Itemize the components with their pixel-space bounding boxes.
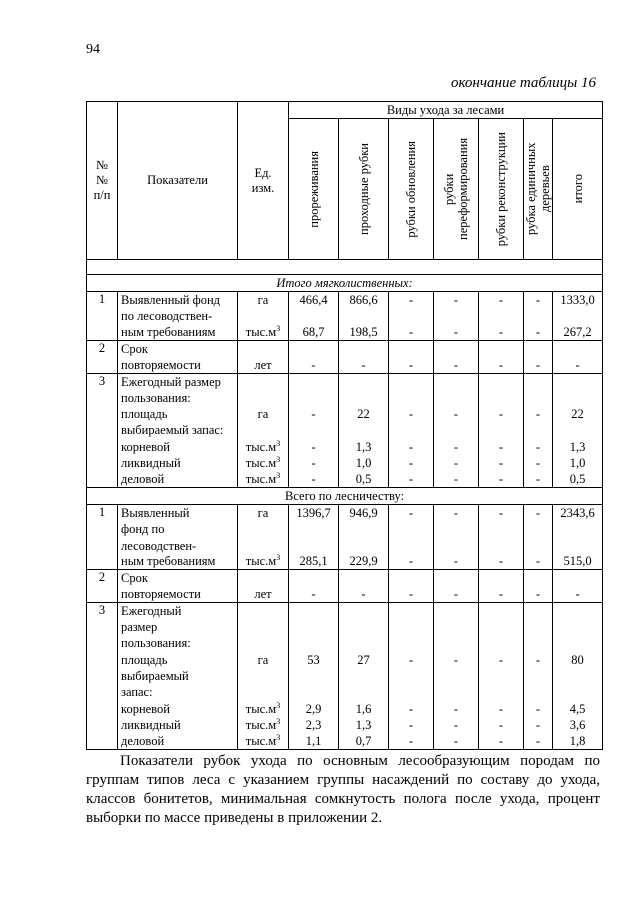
row-value: -	[434, 700, 479, 716]
row-value	[434, 308, 479, 324]
row-value	[389, 668, 434, 684]
row-value: 4,5	[553, 700, 603, 716]
row-value: -	[389, 471, 434, 487]
table-row	[87, 422, 603, 438]
row-value	[553, 341, 603, 357]
row-value	[289, 602, 339, 618]
row-value: -	[524, 438, 553, 454]
row-value	[479, 619, 524, 635]
row-value: -	[434, 455, 479, 471]
row-unit	[238, 537, 289, 553]
table-row	[87, 733, 603, 749]
row-value	[389, 521, 434, 537]
row-value	[553, 308, 603, 324]
table-row	[87, 700, 603, 716]
row-value	[289, 341, 339, 357]
row-indicator: Срок	[118, 341, 238, 357]
row-value: -	[389, 717, 434, 733]
row-value: -	[289, 357, 339, 373]
row-value: 1,3	[339, 438, 389, 454]
row-value	[553, 619, 603, 635]
table-row	[87, 602, 603, 618]
header-col-thinning: прореживания	[289, 119, 339, 260]
row-value	[389, 341, 434, 357]
row-value	[339, 570, 389, 586]
row-value	[553, 537, 603, 553]
row-value: -	[434, 505, 479, 521]
row-value: 229,9	[339, 554, 389, 570]
row-value: 2,3	[289, 717, 339, 733]
row-indicator: лесоводствен-	[118, 537, 238, 553]
row-value: -	[434, 406, 479, 422]
table-row	[87, 651, 603, 667]
row-value: -	[389, 438, 434, 454]
row-unit: $тыс.м^3$	[238, 700, 289, 716]
row-value	[524, 341, 553, 357]
row-value: -	[479, 733, 524, 749]
row-value	[289, 570, 339, 586]
row-unit	[238, 373, 289, 389]
row-value: -	[434, 651, 479, 667]
row-unit	[238, 602, 289, 618]
row-value	[289, 668, 339, 684]
row-value: 1,0	[553, 455, 603, 471]
row-number: 1	[87, 505, 118, 570]
header-indicator: Показатели	[118, 102, 238, 260]
row-value: 2343,6	[553, 505, 603, 521]
row-value	[524, 521, 553, 537]
row-value	[479, 308, 524, 324]
row-value	[434, 390, 479, 406]
row-value	[389, 570, 434, 586]
row-value: -	[524, 554, 553, 570]
row-value: -	[479, 700, 524, 716]
row-value	[524, 390, 553, 406]
row-value: 1,3	[339, 717, 389, 733]
row-value	[434, 521, 479, 537]
row-indicator: пользования:	[118, 635, 238, 651]
table-continuation-caption: окончание таблицы 16	[450, 75, 596, 91]
row-value	[479, 373, 524, 389]
row-number: 3	[87, 602, 118, 749]
row-value	[289, 537, 339, 553]
row-value: -	[389, 455, 434, 471]
table-row	[87, 471, 603, 487]
row-unit	[238, 308, 289, 324]
row-unit: $тыс.м^3$	[238, 455, 289, 471]
row-value: -	[479, 438, 524, 454]
row-value: -	[389, 357, 434, 373]
table-row	[87, 586, 603, 602]
row-value	[339, 390, 389, 406]
header-num: № № п/п	[87, 102, 118, 260]
row-value: -	[524, 700, 553, 716]
header-unit: Ед. изм.	[238, 102, 289, 260]
row-indicator: площадь	[118, 406, 238, 422]
row-value	[524, 635, 553, 651]
row-value: 1,6	[339, 700, 389, 716]
row-value: -	[339, 357, 389, 373]
row-value	[434, 373, 479, 389]
row-value: 53	[289, 651, 339, 667]
row-value: 0,5	[339, 471, 389, 487]
row-unit	[238, 390, 289, 406]
row-value	[553, 684, 603, 700]
row-value: -	[434, 471, 479, 487]
row-value	[289, 390, 339, 406]
row-unit	[238, 422, 289, 438]
row-value: -	[479, 505, 524, 521]
row-value	[479, 390, 524, 406]
row-value	[524, 684, 553, 700]
row-value: -	[389, 406, 434, 422]
row-value: -	[553, 357, 603, 373]
row-indicator: запас:	[118, 684, 238, 700]
row-value	[479, 341, 524, 357]
row-indicator: выбираемый запас:	[118, 422, 238, 438]
row-unit: га	[238, 406, 289, 422]
row-value	[524, 537, 553, 553]
row-value	[434, 619, 479, 635]
row-indicator: размер	[118, 619, 238, 635]
row-value: -	[434, 554, 479, 570]
row-indicator: площадь	[118, 651, 238, 667]
row-value: -	[524, 586, 553, 602]
row-value: -	[524, 324, 553, 340]
table-row	[87, 537, 603, 553]
table-row	[87, 292, 603, 308]
row-value: -	[389, 651, 434, 667]
table-row	[87, 341, 603, 357]
row-value	[339, 684, 389, 700]
row-value: -	[479, 292, 524, 308]
row-value: -	[479, 651, 524, 667]
row-value	[289, 635, 339, 651]
row-unit	[238, 619, 289, 635]
row-value: -	[524, 717, 553, 733]
row-unit	[238, 684, 289, 700]
row-indicator: пользования:	[118, 390, 238, 406]
table-row	[87, 717, 603, 733]
row-value: 3,6	[553, 717, 603, 733]
forest-care-table	[86, 101, 603, 750]
row-value: 80	[553, 651, 603, 667]
row-value	[553, 602, 603, 618]
row-value	[389, 373, 434, 389]
row-value: -	[479, 455, 524, 471]
row-value: 866,6	[339, 292, 389, 308]
row-number: 2	[87, 570, 118, 603]
row-value: -	[289, 438, 339, 454]
row-value: -	[524, 455, 553, 471]
row-value	[289, 308, 339, 324]
row-value: 22	[553, 406, 603, 422]
row-value	[434, 341, 479, 357]
row-indicator: корневой	[118, 700, 238, 716]
row-unit	[238, 521, 289, 537]
row-unit: лет	[238, 357, 289, 373]
row-number: 1	[87, 292, 118, 341]
row-value: -	[389, 700, 434, 716]
row-value	[389, 619, 434, 635]
row-value	[553, 635, 603, 651]
row-value	[339, 537, 389, 553]
header-col-reformation-cut: рубки переформирования	[434, 119, 479, 260]
row-value: -	[479, 554, 524, 570]
header-col-reconstruction-cut: рубки реконструкции	[479, 119, 524, 260]
row-value	[389, 602, 434, 618]
row-value	[479, 684, 524, 700]
row-value	[434, 668, 479, 684]
row-indicator: ным требованиям	[118, 324, 238, 340]
row-value: -	[389, 292, 434, 308]
row-indicator: ликвидный	[118, 717, 238, 733]
table-row	[87, 357, 603, 373]
row-value: -	[524, 651, 553, 667]
row-value: 1396,7	[289, 505, 339, 521]
row-value	[553, 373, 603, 389]
header-group: Виды ухода за лесами	[289, 102, 603, 119]
table-row	[87, 570, 603, 586]
row-value: -	[389, 505, 434, 521]
section-title: Всего по лесничеству:	[87, 487, 603, 504]
row-value: -	[479, 717, 524, 733]
row-value: -	[434, 733, 479, 749]
row-value	[524, 570, 553, 586]
table-row	[87, 505, 603, 521]
table-row	[87, 668, 603, 684]
row-value	[339, 341, 389, 357]
row-value: -	[389, 733, 434, 749]
row-value: 466,4	[289, 292, 339, 308]
row-value	[289, 521, 339, 537]
row-value	[479, 537, 524, 553]
row-value: 2,9	[289, 700, 339, 716]
row-value: 946,9	[339, 505, 389, 521]
page-number: 94	[86, 42, 100, 57]
table-row	[87, 684, 603, 700]
table-row	[87, 521, 603, 537]
row-unit	[238, 570, 289, 586]
row-value	[339, 422, 389, 438]
row-value: 285,1	[289, 554, 339, 570]
row-value: -	[524, 292, 553, 308]
row-value	[479, 521, 524, 537]
row-indicator: выбираемый	[118, 668, 238, 684]
row-value: 1333,0	[553, 292, 603, 308]
section-title-row	[87, 487, 603, 504]
row-value	[339, 602, 389, 618]
header-spacer-row	[87, 260, 603, 275]
row-value: 1,3	[553, 438, 603, 454]
row-value: -	[479, 471, 524, 487]
row-value	[289, 619, 339, 635]
row-indicator: Срок	[118, 570, 238, 586]
row-unit: га	[238, 505, 289, 521]
row-value: -	[389, 586, 434, 602]
header-col-total: итого	[553, 119, 603, 260]
header-col-single-tree-cut: рубка единичных деревьев	[524, 119, 553, 260]
header-col-passing-cut: проходные рубки	[339, 119, 389, 260]
row-value: -	[524, 406, 553, 422]
table-row	[87, 635, 603, 651]
row-value: -	[479, 324, 524, 340]
row-indicator: Выявленный фонд	[118, 292, 238, 308]
row-value	[434, 537, 479, 553]
row-value	[389, 422, 434, 438]
table-row	[87, 406, 603, 422]
row-value	[553, 521, 603, 537]
row-value: -	[479, 357, 524, 373]
row-value	[289, 373, 339, 389]
row-indicator: повторяемости	[118, 357, 238, 373]
row-value: -	[524, 471, 553, 487]
row-value	[339, 635, 389, 651]
table-row	[87, 619, 603, 635]
row-indicator: деловой	[118, 471, 238, 487]
row-unit: лет	[238, 586, 289, 602]
row-value	[434, 635, 479, 651]
row-value: 1,8	[553, 733, 603, 749]
row-value: -	[524, 733, 553, 749]
row-unit: $тыс.м^3$	[238, 733, 289, 749]
row-value: -	[339, 586, 389, 602]
table-row	[87, 324, 603, 340]
row-value: -	[434, 324, 479, 340]
row-unit	[238, 668, 289, 684]
row-value: 27	[339, 651, 389, 667]
table-body	[87, 275, 603, 750]
row-value	[389, 684, 434, 700]
row-value	[479, 570, 524, 586]
row-value	[524, 422, 553, 438]
row-value: -	[434, 586, 479, 602]
row-value	[524, 602, 553, 618]
row-value: -	[553, 586, 603, 602]
row-number: 2	[87, 341, 118, 374]
row-value: -	[389, 324, 434, 340]
row-unit: $тыс.м^3$	[238, 554, 289, 570]
row-value	[389, 308, 434, 324]
table-row	[87, 455, 603, 471]
row-value: -	[289, 586, 339, 602]
row-unit	[238, 341, 289, 357]
row-value	[289, 422, 339, 438]
row-value	[434, 422, 479, 438]
row-indicator: Ежегодный размер	[118, 373, 238, 389]
table-row	[87, 438, 603, 454]
row-value	[479, 635, 524, 651]
row-value	[339, 308, 389, 324]
row-value: 0,5	[553, 471, 603, 487]
table-row	[87, 554, 603, 570]
table-row	[87, 373, 603, 389]
row-value	[524, 308, 553, 324]
row-value: -	[389, 554, 434, 570]
row-value	[339, 521, 389, 537]
row-value	[339, 619, 389, 635]
row-indicator: фонд по	[118, 521, 238, 537]
row-value: 515,0	[553, 554, 603, 570]
row-value: -	[289, 406, 339, 422]
row-indicator: Выявленный	[118, 505, 238, 521]
row-indicator: корневой	[118, 438, 238, 454]
row-value: -	[434, 357, 479, 373]
row-value: 22	[339, 406, 389, 422]
row-value	[524, 668, 553, 684]
row-unit: $тыс.м^3$	[238, 471, 289, 487]
row-value	[553, 390, 603, 406]
header-col-renewal-cut: рубки обновления	[389, 119, 434, 260]
row-indicator: ликвидный	[118, 455, 238, 471]
row-value: -	[479, 406, 524, 422]
row-value	[479, 602, 524, 618]
table-row	[87, 390, 603, 406]
row-value	[479, 668, 524, 684]
row-value: -	[524, 505, 553, 521]
row-value	[524, 373, 553, 389]
row-value: 0,7	[339, 733, 389, 749]
row-unit: га	[238, 292, 289, 308]
row-indicator: ным требованиям	[118, 554, 238, 570]
row-indicator: повторяемости	[118, 586, 238, 602]
row-value	[434, 570, 479, 586]
row-value: -	[289, 455, 339, 471]
row-value: 1,0	[339, 455, 389, 471]
row-indicator: деловой	[118, 733, 238, 749]
row-value	[339, 373, 389, 389]
row-value	[289, 684, 339, 700]
row-value	[479, 422, 524, 438]
footer-paragraph: Показатели рубок ухода по основным лесообразующим породам по группам типов леса с указанием группы насаждений по составу до ухода, классов бонитетов, минимальная сомкнутость полога после ухода, процент выборки по массе приведены в приложении 2.	[86, 753, 600, 826]
row-value: -	[289, 471, 339, 487]
row-value	[339, 668, 389, 684]
row-value: -	[434, 292, 479, 308]
row-unit	[238, 635, 289, 651]
row-indicator: Ежегодный	[118, 602, 238, 618]
row-value: 198,5	[339, 324, 389, 340]
row-number: 3	[87, 373, 118, 487]
table-row	[87, 308, 603, 324]
row-value	[434, 602, 479, 618]
row-value	[553, 570, 603, 586]
row-value: 68,7	[289, 324, 339, 340]
row-value	[389, 537, 434, 553]
row-value	[389, 635, 434, 651]
row-value: 267,2	[553, 324, 603, 340]
row-value	[389, 390, 434, 406]
row-value: -	[434, 438, 479, 454]
row-value: -	[479, 586, 524, 602]
section-title: Итого мягколиственных:	[87, 275, 603, 292]
row-value	[524, 619, 553, 635]
row-value: -	[434, 717, 479, 733]
row-unit: га	[238, 651, 289, 667]
row-unit: $тыс.м^3$	[238, 438, 289, 454]
section-title-row	[87, 275, 603, 292]
row-indicator: по лесоводствен-	[118, 308, 238, 324]
row-unit: $тыс.м^3$	[238, 324, 289, 340]
row-value	[553, 668, 603, 684]
row-value: -	[524, 357, 553, 373]
row-value	[434, 684, 479, 700]
row-value: 1,1	[289, 733, 339, 749]
row-value	[553, 422, 603, 438]
row-unit: $тыс.м^3$	[238, 717, 289, 733]
